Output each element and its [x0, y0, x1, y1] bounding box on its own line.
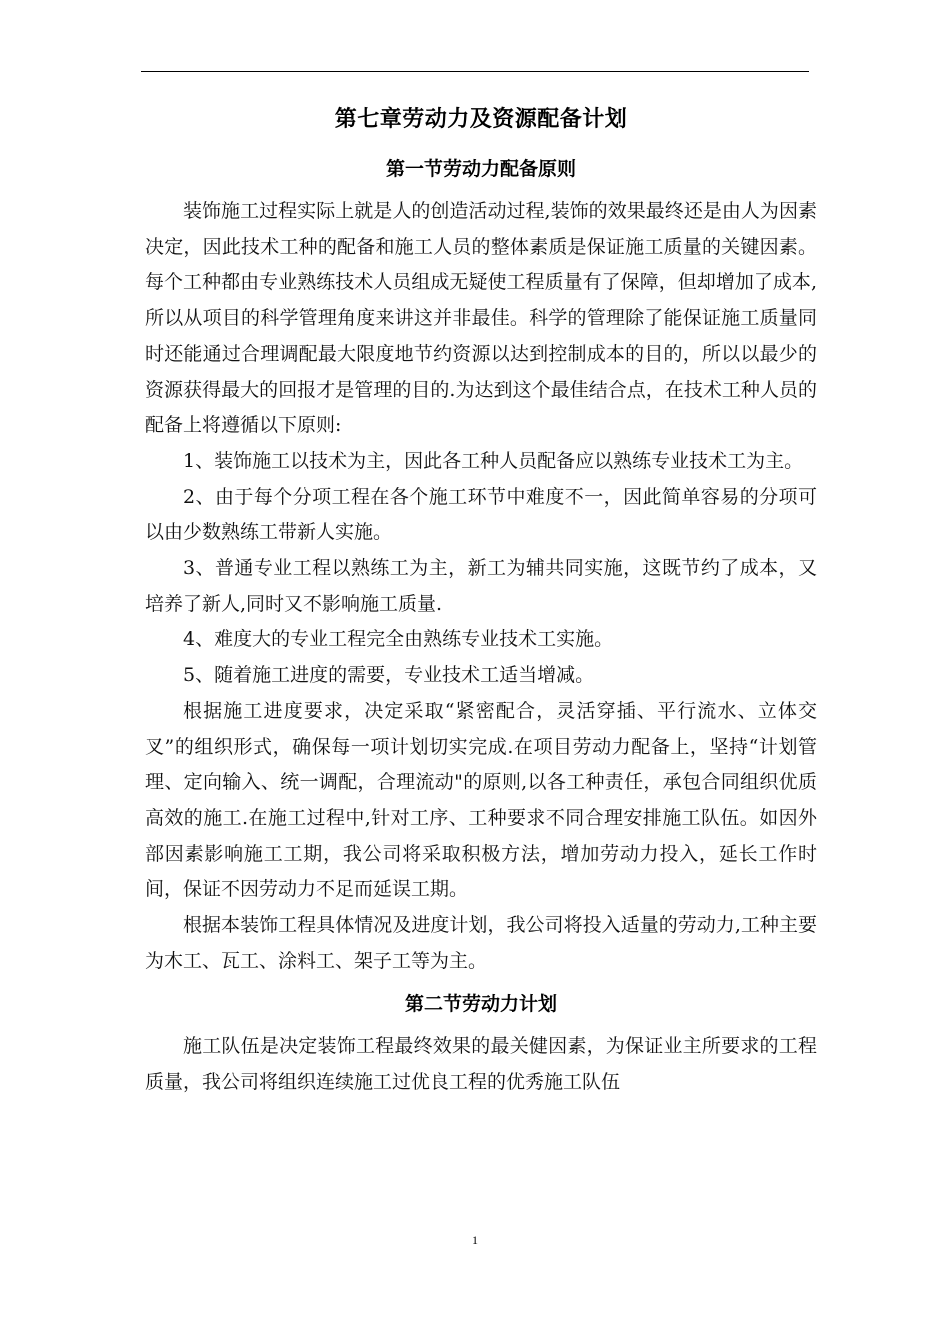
paragraph: 施工队伍是决定装饰工程最终效果的最关健因素，为保证业主所要求的工程质量，我公司将组织连续施工过优良工程的优秀施工队伍	[145, 1035, 817, 1094]
document-body	[145, 96, 817, 1101]
chapter-title: 第七章劳动力及资源配备计划	[334, 107, 628, 132]
section-title-2: 第二节劳动力计划	[404, 993, 557, 1016]
paragraph: 3、普通专业工程以熟练工为主，新工为辅共同实施，这既节约了成本，又培养了新人,同时又不影响施工质量.	[145, 557, 817, 615]
header-rule	[141, 71, 809, 72]
paragraph: 根据本装饰工程具体情况及进度计划，我公司将投入适量的劳动力,工种主要为木工、瓦工、涂料工、架子工等为主。	[145, 914, 817, 972]
section-title-1: 第一节劳动力配备原则	[385, 158, 576, 180]
page-number: 1	[472, 1233, 478, 1247]
paragraph: 2、由于每个分项工程在各个施工环节中难度不一，因此简单容易的分项可以由少数熟练工带新人实施。	[145, 485, 817, 544]
paragraph: 根据施工进度要求，决定采取“紧密配合，灵活穿插、平行流水、立体交叉”的组织形式，确保每一项计划切实完成.在项目劳动力配备上，坚持“计划管理、定向输入、统一调配，合理流动"的原则,以各工种责任，承包合同组织优质高效的施工.在施工过程中,针对工序、工种要求不同合理安排施工队伍。如因外部因素影响施工工期，我公司将采取积极方法，增加劳动力投入，延长工作时间，保证不因劳动力不足而延误工期。	[145, 699, 817, 901]
paragraph: 装饰施工过程实际上就是人的创造活动过程,装饰的效果最终还是由人为因素决定，因此技术工种的配备和施工人员的整体素质是保证施工质量的关键因素。每个工种都由专业熟练技术人员组成无疑使工程质量有了保障，但却增加了成本,所以从项目的科学管理角度来讲这并非最佳。科学的管理除了能保证施工质量同时还能通过合理调配最大限度地节约资源以达到控制成本的目的，所以以最少的资源获得最大的回报才是管理的目的.为达到这个最佳结合点，在技术工种人员的配备上将遵循以下原则:	[145, 200, 817, 437]
paragraph: 5、随着施工进度的需要，专业技术工适当增减。	[183, 664, 595, 687]
paragraph: 1、装饰施工以技术为主，因此各工种人员配备应以熟练专业技术工为主。	[183, 449, 804, 472]
paragraph: 4、难度大的专业工程完全由熟练专业技术工实施。	[183, 628, 614, 651]
